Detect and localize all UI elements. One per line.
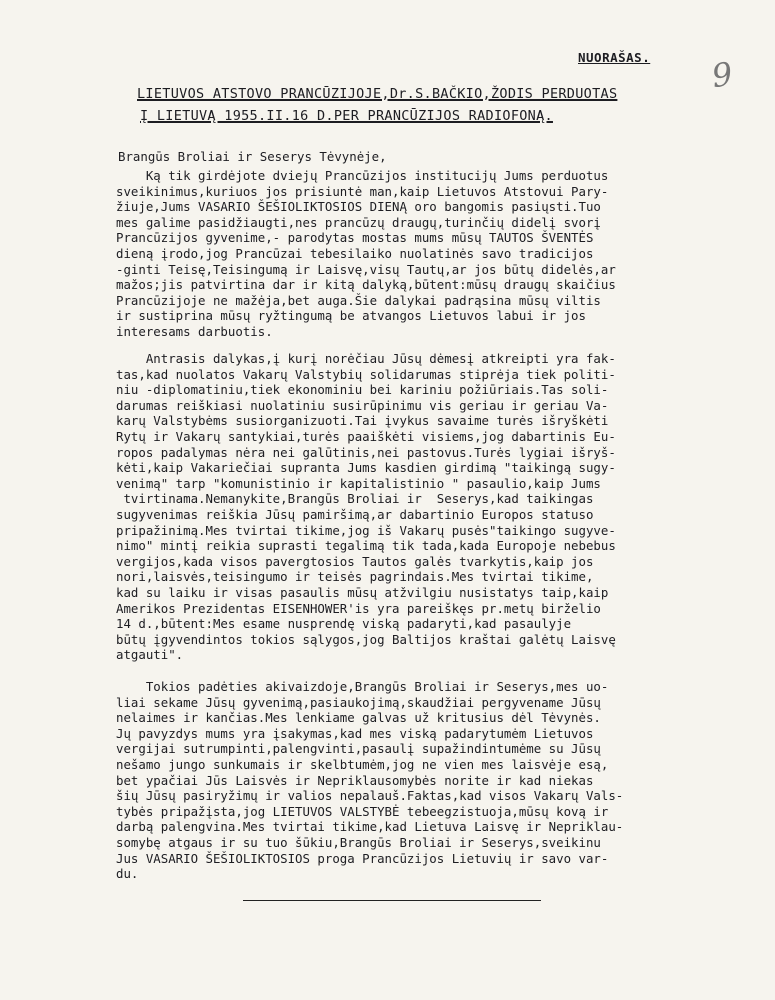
copy-stamp: NUORAŠAS. [578, 50, 651, 65]
closing-rule [243, 900, 541, 901]
paragraph-3: Tokios padėties akivaizdoje,Brangūs Broliai ir Seserys,mes uo- liai sekame Jūsų gyvenimą,pasiaukojimą,skaudžiai pergyvename Jūsų nelaimes ir kančias.Mes lenkiame galvas už kritusius dėl Tėvynės. Jų pavyzdys mums yra įsakymas,kad mes viską padarytumėm Lietuvos vergijai sutrumpinti,palengvinti,pasaulį supažindintumėme su Jūsų nešamo jungo sunkumais ir skelbtumėm,jog ne vien mes laisvėje esą, bet ypačiai Jūs Laisvės ir Nepriklausomybės norite ir kad niekas šių Jūsų pasiryžimų ir valios nepalauš.Faktas,kad visos Vakarų Vals- tybės pripažįsta,jog LIETUVOS VALSTYBĖ tebeegzistuoja,mūsų kovą ir darbą palengvina.Mes tvirtai tikime,kad Lietuva Laisvę ir Nepriklau- somybę atgaus ir su tuo šūkiu,Brangūs Broliai ir Seserys,sveikinu Jus VASARIO ŠEŠIOLIKTOSIOS proga Prancūzijos Lietuvių ir savo var- du. [116, 679, 624, 882]
handwritten-page-number: 9 [709, 54, 735, 96]
title-line-1: LIETUVOS ATSTOVO PRANCŪZIJOJE,Dr.S.BAČKIO,ŽODIS PERDUOTAS [137, 86, 618, 102]
greeting: Brangūs Broliai ir Seserys Tėvynėje, [118, 149, 387, 164]
paragraph-2: Antrasis dalykas,į kurį norėčiau Jūsų dėmesį atkreipti yra fak- tas,kad nuolatos Vakarų Valstybių solidarumas stiprėja tiek politi- niu -diplomatiniu,tiek ekonominiu bei kariniu požiūriais.Tas soli- darumas reiškiasi nuolatiniu susirūpinimu vis geriau ir geriau Va- karų Valstybėms susiorganizuoti.Tai įvykus savaime turės išryškėti Rytų ir Vakarų santykiai,turės paaiškėti visiems,jog dabartinis Eu- ropos padalymas nėra nei galūtinis,nei pastovus.Turės lygiai išryš- kėti,kaip Vakariečiai supranta Jums kasdien girdimą "taikingą sugy- venimą" tarp "komunistinio ir kapitalistinio " pasaulio,kaip Jums tvirtinama.Nemanykite,Brangūs Broliai ir Seserys,kad taikingas sugyvenimas reiškia Jūsų pamiršimą,ar dabartinio Europos statuso pripažinimą.Mes tvirtai tikime,jog iš Vakarų pusės"taikingo sugyve- nimo" mintį reikia suprasti tegalimą tik tada,kada Europoje nebebus vergijos,kada visos pavergtosios Tautos galės tvarkytis,kaip jos nori,laisvės,teisingumo ir teisės pagrindais.Mes tvirtai tikime, kad su laiku ir visas pasaulis mūsų atžvilgiu nusistatys taip,kaip Amerikos Prezidentas EISENHOWER'is yra pareiškęs pr.metų birželio 14 d.,būtent:Mes esame nusprendę viską padaryti,kad pasaulyje būtų įgyvendintos tokios sąlygos,jog Baltijos kraštai galėtų Laisvę atgauti". [116, 351, 616, 663]
title-line-2: Į LIETUVĄ 1955.II.16 D.PER PRANCŪZIJOS RADIOFONĄ. [140, 108, 553, 124]
paragraph-1: Ką tik girdėjote dviejų Prancūzijos institucijų Jums perduotus sveikinimus,kuriuos jos prisiuntė man,kaip Lietuvos Atstovui Pary- žiuje,Jums VASARIO ŠEŠIOLIKTOSIOS DIENĄ oro bangomis pasiųsti.Tuo mes galime pasidžiaugti,nes prancūzų draugų,turinčių didelį svorį Prancūzijos gyvenime,- parodytas mostas mums mūsų TAUTOS ŠVENTĖS dieną įrodo,jog Prancūzai tebesilaiko nuolatinės savo tradicijos -ginti Teisę,Teisingumą ir Laisvę,visų Tautų,ar jos būtų didelės,ar mažos;jis patvirtina dar ir kitą dalyką,būtent:mūsų draugų skaičius Prancūzijoje ne mažėja,bet auga.Šie dalykai padrąsina mūsų viltis ir sustiprina mūsų ryžtingumą be atvangos Lietuvos labui ir jos interesams darbuotis. [116, 168, 616, 339]
